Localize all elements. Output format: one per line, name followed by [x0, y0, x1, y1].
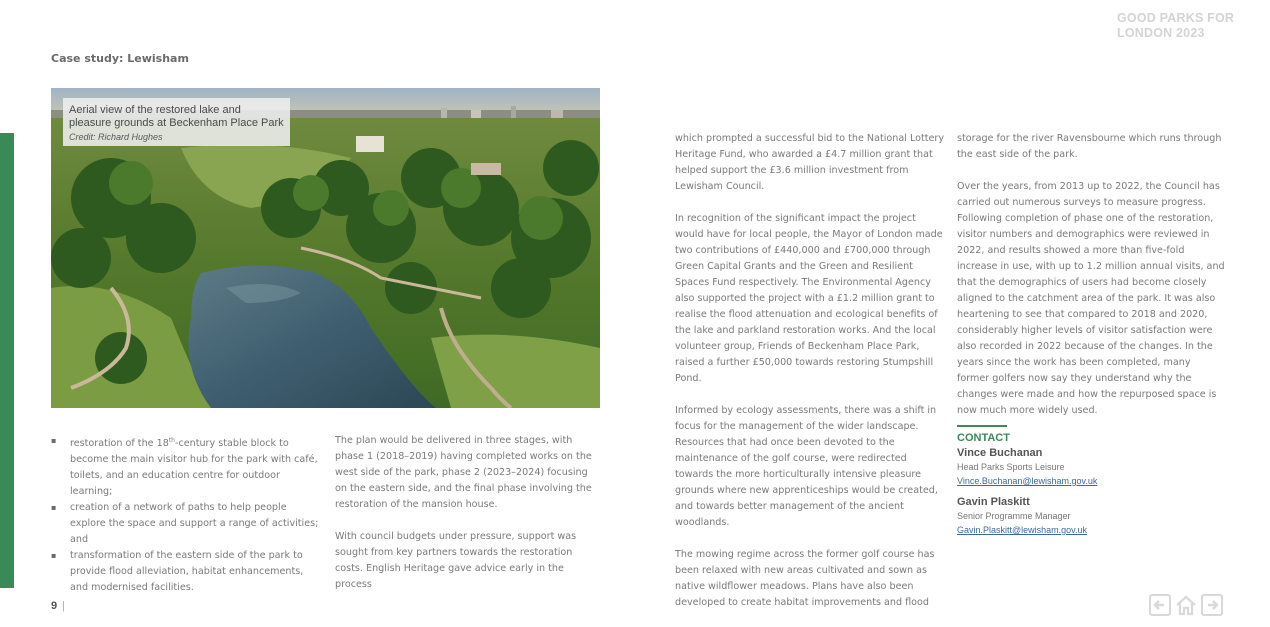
arrow-left-icon[interactable] — [1149, 594, 1171, 616]
bullet-column — [51, 433, 321, 596]
arrow-right-icon[interactable] — [1201, 594, 1223, 616]
paragraph: The mowing regime across the former golf course has been relaxed with new areas cultivated and sown as native wildflower meadows. Plans have also been developed to create habitat improvements and flood — [675, 549, 935, 608]
paragraph: Informed by ecology assessments, there was a shift in focus for the management of the wider landscape. Resources that had once been devoted to the maintenance of the golf course, were redirected towards the more horticulturally intensive pleasure grounds where new apprenticeships would be created, and towards better management of the ancient woodlands. — [675, 405, 938, 528]
caption-text: Aerial view of the restored lake and pleasure grounds at Beckenham Place Park — [69, 104, 284, 129]
home-icon[interactable] — [1175, 594, 1197, 616]
paragraph: The plan would be delivered in three stages, with phase 1 (2018–2019) having completed works on the west side of the park, phase 2 (2023–2024) focusing on the eastern side, and the final phase involving the restoration of the mansion house. — [335, 435, 592, 510]
paragraph: In recognition of the significant impact the project would have for local people, the Mayor of London made two contributions of £440,000 and £700,000 through Green Capital Grants and the Green and Resilient Spaces Fund respectively. The Environmental Agency also supported the project with a £1.2 million grant to realise the flood attenuation and ecological benefits of the lake and parkland restoration works. And the local volunteer group, Friends of Beckenham Place Park, raised a further £50,000 towards restoring Stumpshill Pond. — [675, 213, 943, 384]
contact-role: Senior Programme Manager — [957, 511, 1071, 521]
contact-divider — [957, 425, 1007, 427]
list-item: ▪ creation of a network of paths to help people explore the space and support a range of activities; and — [51, 500, 321, 548]
photo-credit: Credit: Richard Hughes — [69, 132, 163, 142]
publication-title: GOOD PARKS FOR LONDON 2023 — [1117, 11, 1235, 40]
paragraph: which prompted a successful bid to the National Lottery Heritage Fund, who awarded a £4.7 million grant that helped support the £3.6 million investment from Lewisham Council. — [675, 133, 945, 192]
photo-caption — [63, 98, 290, 146]
contact-email-link[interactable]: Gavin.Plaskitt@lewisham.gov.uk — [957, 525, 1088, 535]
contact-name: Gavin Plaskitt — [957, 496, 1030, 508]
page-separator: | — [62, 600, 65, 612]
paragraph: storage for the river Ravensbourne which runs through the east side of the park. — [957, 133, 1222, 160]
paragraph: With council budgets under pressure, support was sought from key partners towards the restoration costs. English Heritage gave advice early in the process — [335, 531, 577, 590]
contact-email-link[interactable]: Vince.Buchanan@lewisham.gov.uk — [957, 476, 1098, 486]
text-column-4 — [957, 131, 1225, 435]
contact-block — [957, 425, 1207, 545]
accent-side-bar — [0, 133, 14, 588]
paragraph: Over the years, from 2013 up to 2022, the Council has carried out numerous surveys to measure progress. Following completion of phase one of the restoration, visitor numbers and demographics were reviewed in 2022, and results showed a more than five-fold increase in use, with up to 1.2 million annual visits, and that the demographics of users had become closely aligned to the catchment area of the park. It was also heartening to see that compared to 2018 and 2020, considerably higher levels of visitor satisfaction were also recorded in 2022 because of the changes. In the years since the work has been completed, many former golfers now say they understand why the changes were made and how the repurposed space is now much more widely used. — [957, 181, 1225, 416]
bullet-list — [51, 433, 321, 596]
case-study-title: Case study: Lewisham — [51, 52, 189, 65]
list-item: ▪ restoration of the 18th-century stable block to become the main visitor hub for the park with café, toilets, and an education centre for outdoor learning; — [51, 433, 321, 500]
list-item: ▪ transformation of the eastern side of the park to provide flood alleviation, habitat enhancements, and modernised facilities. — [51, 548, 321, 596]
text-column-2 — [335, 433, 600, 609]
page-number: 9 | — [51, 600, 65, 612]
contact-name: Vince Buchanan — [957, 447, 1043, 459]
contact-heading: CONTACT — [957, 432, 1010, 444]
text-column-3 — [675, 131, 945, 627]
contact-role: Head Parks Sports Leisure — [957, 462, 1065, 472]
